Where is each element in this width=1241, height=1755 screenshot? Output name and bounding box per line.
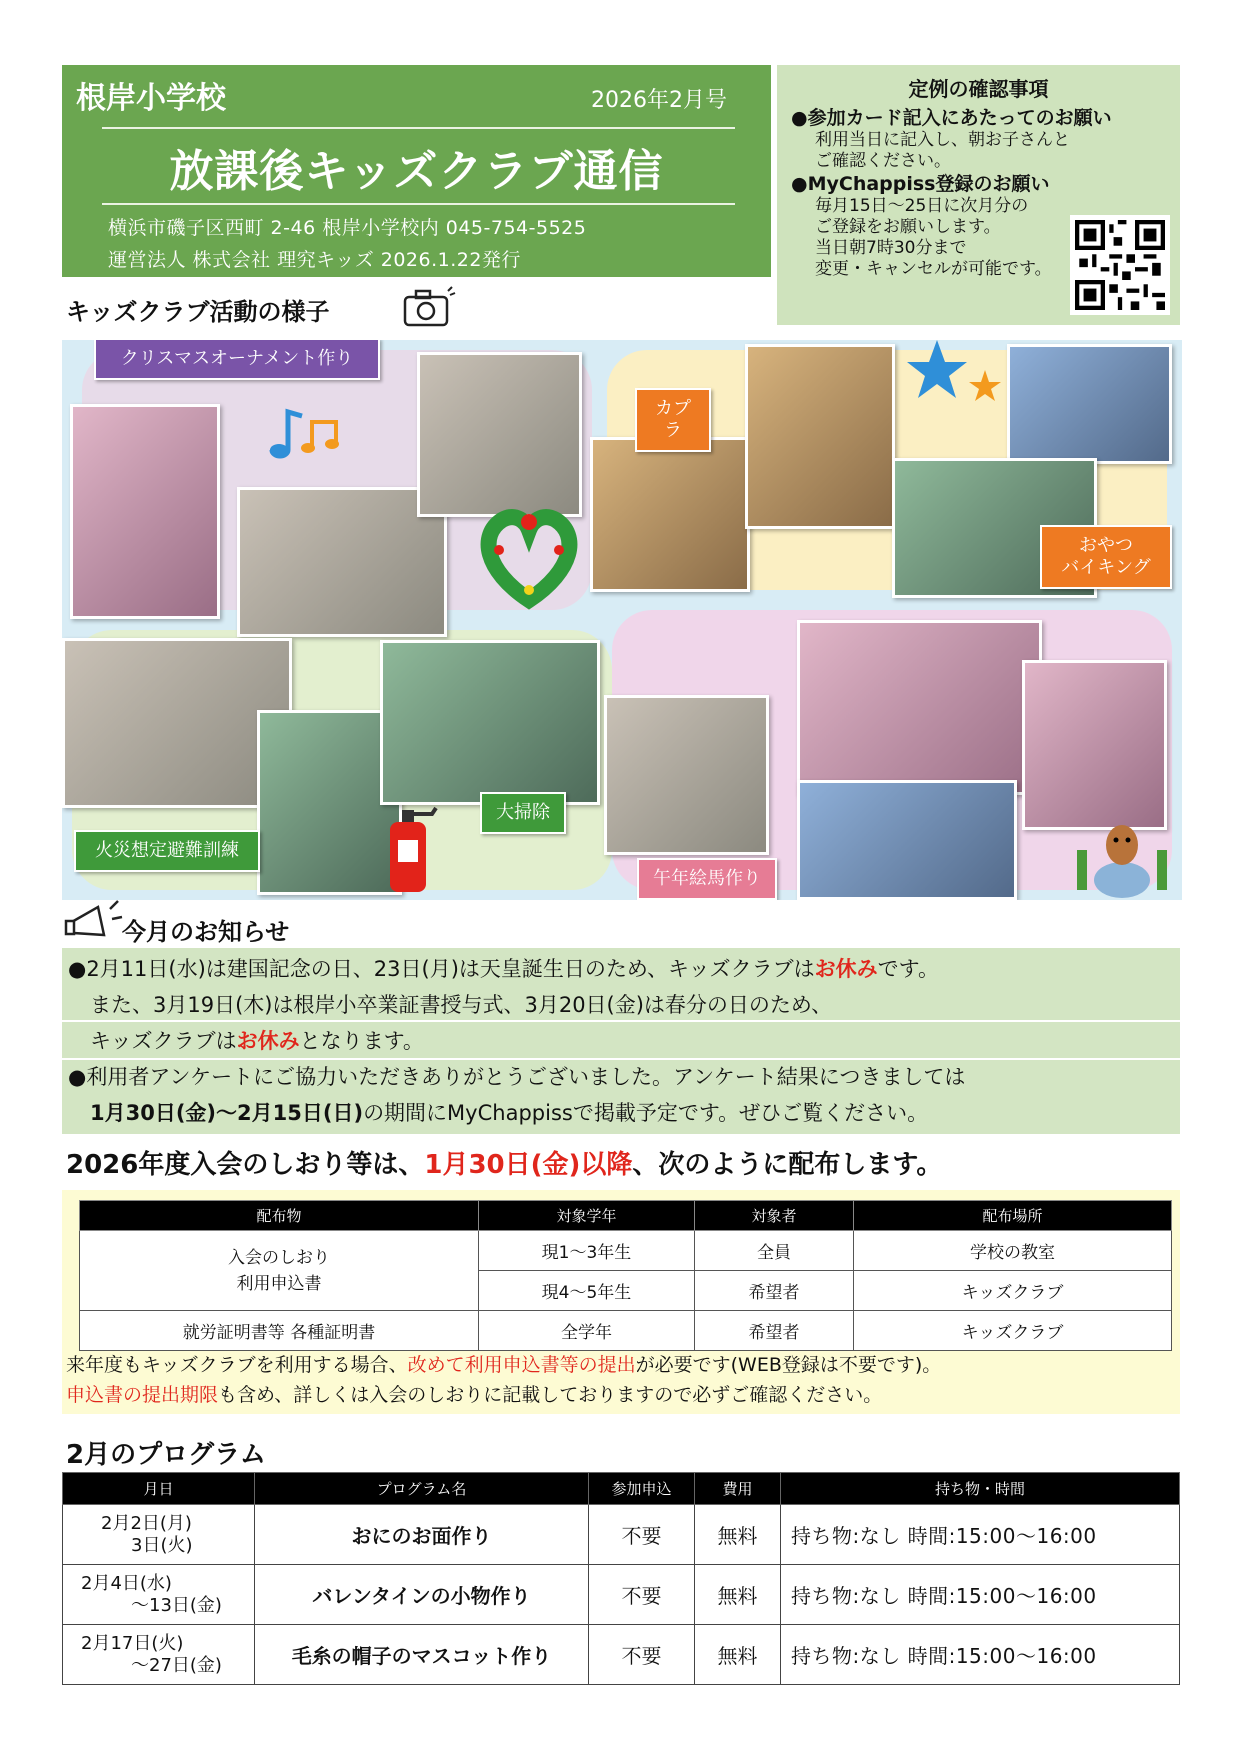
column-header: 配布場所 [854,1201,1172,1231]
program-date [63,1625,255,1685]
program-fee: 無料 [695,1625,781,1685]
program-name: おにのお面作り [255,1505,589,1565]
program-date [63,1565,255,1625]
date-highlight: 1月30日(金)以降 [424,1150,633,1180]
camera-icon [402,285,456,329]
photo-ema-boy [797,780,1017,900]
notice-line: 毎月15日～25日に次月分の [815,196,1029,216]
program-title: 2月のプログラム [66,1440,266,1470]
label-line: バイキング [1061,557,1151,578]
announcement-line: ●利用者アンケートにご協力いただきありがとうございました。アンケート結果につきましては [68,1065,966,1089]
label-christmas-ornament: クリスマスオーナメント作り [94,340,380,380]
notice-line: 当日朝7時30分まで [815,238,967,258]
date-range: 1月30日(金)～2月15日(日) [90,1101,364,1125]
table-cell: 全員 [695,1231,854,1271]
required-highlight: 改めて利用申込書等の提出 [407,1354,636,1376]
program-fee: 無料 [695,1565,781,1625]
newsletter-title: 放課後キッズクラブ通信 [169,146,664,197]
table-cell: 学校の教室 [854,1231,1172,1271]
text: ●2月11日(水)は建国記念の日、23日(月)は天皇誕生日のため、キッズクラブは [68,957,815,981]
date-line: 2月4日(水) [81,1572,172,1594]
text: が必要です(WEB登録は不要です)。 [635,1354,942,1376]
column-header: 月日 [63,1473,255,1505]
column-header: 持ち物・時間 [781,1473,1180,1505]
label-line: おやつ [1079,535,1133,556]
announcements-box [62,948,1180,1134]
text: 、次のように配布します。 [632,1150,943,1180]
table-row [63,1625,1180,1685]
photo-christmas-children [417,352,582,517]
regular-notice-box [777,65,1180,325]
table-cell [80,1231,479,1311]
closed-highlight: お休み [236,1029,300,1053]
column-header: 対象学年 [479,1201,695,1231]
activity-section-title: キッズクラブ活動の様子 [66,298,330,326]
divider [62,1020,1180,1022]
notice-line: 変更・キャンセルが可能です。 [815,259,1052,279]
operator-info: 運営法人 株式会社 理究キッズ 2026.1.22発行 [108,249,521,271]
program-items: 持ち物:なし 時間:15:00～16:00 [781,1505,1180,1565]
address: 横浜市磯子区西町 2-46 根岸小学校内 045-754-5525 [108,217,587,239]
label-cleaning: 大掃除 [480,792,566,834]
photo-snacks [1007,344,1172,464]
announcement-line [90,1100,928,1126]
issue-date: 2026年2月号 [591,88,727,113]
qr-code[interactable] [1070,215,1170,315]
label-kapla: カプラ [635,388,711,452]
divider [102,127,735,129]
date-line: 3日(火) [131,1534,193,1556]
divider [102,203,735,205]
qr-code-icon [1075,220,1165,310]
table-row [63,1505,1180,1565]
table-cell: キッズクラブ [854,1311,1172,1351]
program-apply: 不要 [589,1625,695,1685]
photo-ema-child [1022,660,1167,830]
date-line: ～27日(金) [131,1654,222,1676]
table-row [63,1565,1180,1625]
program-apply: 不要 [589,1565,695,1625]
horse-kadomatsu-icon [1072,810,1172,900]
distribution-note [66,1353,941,1377]
school-name: 根岸小学校 [76,81,226,116]
table-cell: 希望者 [695,1311,854,1351]
distribution-table [79,1200,1172,1351]
photo-ema-making [604,695,769,855]
table-cell: 全学年 [479,1311,695,1351]
table-cell: 希望者 [695,1271,854,1311]
text: 2026年度入会のしおり等は、 [66,1150,425,1180]
notice-title: 定例の確認事項 [908,77,1049,101]
table-cell: 就労証明書等 各種証明書 [80,1311,479,1351]
program-items: 持ち物:なし 時間:15:00～16:00 [781,1565,1180,1625]
cell-line: 入会のしおり [228,1247,330,1268]
date-line: ～13日(金) [131,1594,222,1616]
table-row [80,1311,1172,1351]
photo-kapla-group [590,437,750,592]
table-row [80,1231,1172,1271]
text: となります。 [299,1029,424,1053]
column-header: 配布物 [80,1201,479,1231]
date-line: 2月2日(月) [101,1512,192,1534]
cell-line: 利用申込書 [236,1273,322,1294]
column-header: 対象者 [695,1201,854,1231]
text: 来年度もキッズクラブを利用する場合、 [66,1354,408,1376]
date-line: 2月17日(火) [81,1632,184,1654]
notice-item-head: ●参加カード記入にあたってのお願い [791,107,1112,129]
column-header: 参加申込 [589,1473,695,1505]
program-table [62,1472,1180,1685]
divider [62,1058,1180,1060]
text: キッズクラブは [90,1029,237,1053]
text: の期間にMyChappissで掲載予定です。ぜひご覧ください。 [363,1101,929,1125]
label-snack-buffet [1040,525,1172,589]
program-name: バレンタインの小物作り [255,1565,589,1625]
label-fire-drill: 火災想定避難訓練 [74,830,260,872]
announcement-line [90,1028,424,1054]
distribution-title [66,1144,942,1181]
table-cell: 現1～3年生 [479,1231,695,1271]
photo-ema-girls [797,620,1042,795]
photo-kapla-tower [745,344,895,529]
program-name: 毛糸の帽子のマスコット作り [255,1625,589,1685]
text: です。 [877,957,939,981]
table-cell: キッズクラブ [854,1271,1172,1311]
photo-cleaning [380,640,600,805]
megaphone-icon [64,895,124,945]
activity-photo-collage [62,340,1182,900]
text: も含め、詳しくは入会のしおりに記載しておりますので必ずご確認ください。 [218,1384,883,1406]
newsletter-header [62,65,771,277]
column-header: 費用 [695,1473,781,1505]
fire-extinguisher-icon [380,800,440,895]
stars-icon [907,340,1002,408]
program-items: 持ち物:なし 時間:15:00～16:00 [781,1625,1180,1685]
heart-wreath-icon [474,500,584,610]
program-apply: 不要 [589,1505,695,1565]
table-cell: 現4～5年生 [479,1271,695,1311]
table-header-row [63,1473,1180,1505]
notice-line: 利用当日に記入し、朝お子さんと [815,130,1070,150]
notice-line: ご登録をお願いします。 [815,217,1001,237]
music-notes-icon [262,400,352,460]
table-header-row [80,1201,1172,1231]
announcement-line: また、3月19日(木)は根岸小卒業証書授与式、3月20日(金)は春分の日のため、 [90,993,833,1017]
label-ema: 午年絵馬作り [637,858,777,900]
photo-ornaments [70,404,220,619]
photo-ornament-making [237,487,447,637]
closed-highlight: お休み [814,957,878,981]
announcement-line [68,956,939,982]
notice-item-head: ●MyChappiss登録のお願い [791,173,1050,195]
distribution-note [66,1383,882,1407]
program-date [63,1505,255,1565]
notice-line: ご確認ください。 [815,151,951,171]
deadline-highlight: 申込書の提出期限 [66,1384,219,1406]
announcements-title: 今月のお知らせ [122,918,290,946]
distribution-box [62,1190,1180,1414]
program-fee: 無料 [695,1505,781,1565]
column-header: プログラム名 [255,1473,589,1505]
